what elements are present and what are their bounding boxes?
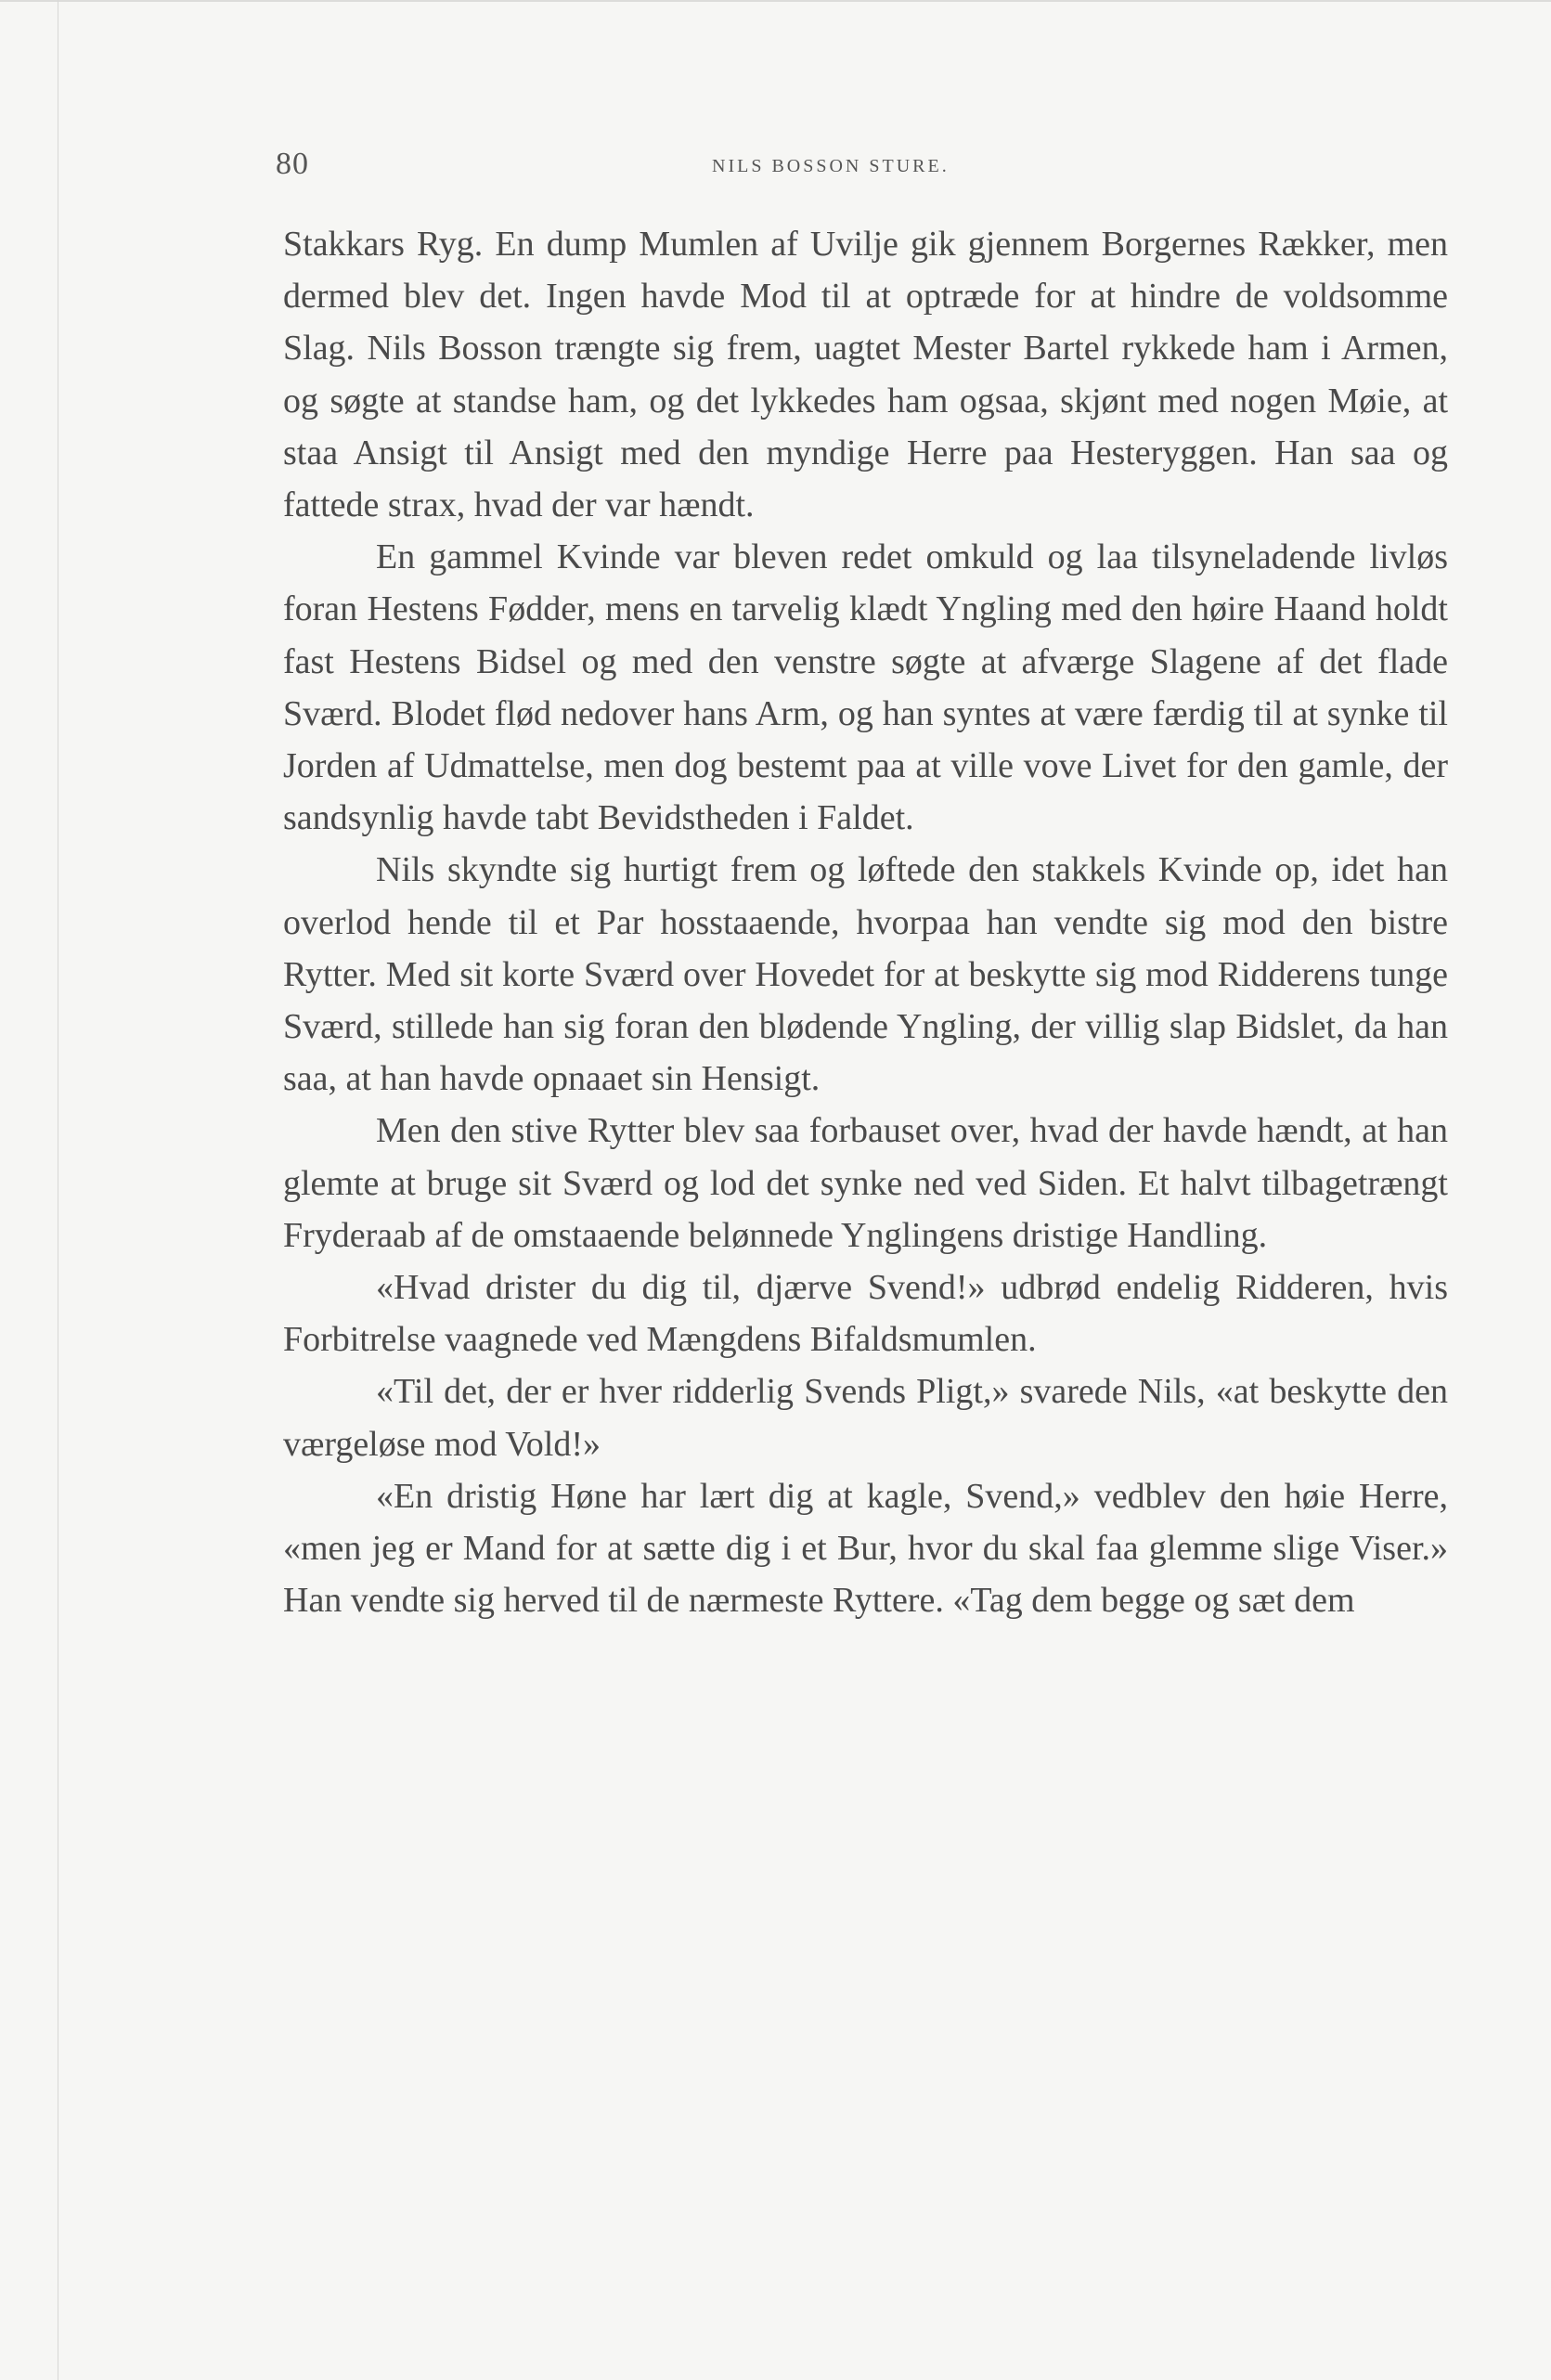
page-number: 80 <box>276 147 309 181</box>
page-header <box>276 147 1445 184</box>
page-top-edge <box>0 0 1551 2</box>
paragraph-1: Stakkars Ryg. En dump Mumlen af Uvilje gik gjennem Borgernes Rækker, men dermed blev det. Ingen havde Mod til at optræde for at hindre de voldsomme Slag. Nils Bosson trængte sig frem, uagtet Mester Bartel rykkede ham i Armen, og søgte at standse ham, og det lykkedes ham ogsaa, skjønt med nogen Møie, at staa Ansigt til Ansigt med den myndige Herre paa Hesteryggen. Han saa og fattede strax, hvad der var hændt. <box>283 225 1448 525</box>
paragraph-4: Men den stive Rytter blev saa forbauset over, hvad der havde hændt, at han glemte at bruge sit Sværd og lod det synke ned ved Siden. Et halvt tilbagetrængt Fryderaab af de omstaaende belønnede Ynglingens dristige Handling. <box>283 1111 1448 1255</box>
paragraph-6: «Til det, der er hver ridderlig Svends Pligt,» svarede Nils, «at beskytte den værgeløse mod Vold!» <box>283 1372 1448 1464</box>
paragraph-2: En gammel Kvinde var bleven redet omkuld og laa tilsyneladende livløs foran Hestens Fødder, mens en tarvelig klædt Yngling med den høire Haand holdt fast Hestens Bidsel og med den venstre søgte at afværge Slagene af det flade Sværd. Blodet flød nedover hans Arm, og han syntes at være færdig til at synke til Jorden af Udmattelse, men dog bestemt paa at ville vove Livet for den gamle, der sandsynlig havde tabt Bevidstheden i Faldet. <box>283 537 1448 838</box>
running-head: NILS BOSSON STURE. <box>712 156 950 176</box>
paragraph-3: Nils skyndte sig hurtigt frem og løftede den stakkels Kvinde op, idet han overlod hende til et Par hosstaaende, hvorpaa han vendte sig mod den bistre Rytter. Med sit korte Sværd over Hovedet for at beskytte sig mod Ridderens tunge Sværd, stillede han sig foran den blødende Yngling, der villig slap Bidslet, da han saa, at han havde opnaaet sin Hensigt. <box>283 850 1448 1099</box>
body-text <box>283 218 1448 1626</box>
paragraph-7: «En dristig Høne har lært dig at kagle, Svend,» vedblev den høie Herre, «men jeg er Mand for at sætte dig i et Bur, hvor du skal faa glemme slige Viser.» Han vendte sig herved til de nærmeste Ryttere. «Tag dem begge og sæt dem <box>283 1476 1448 1621</box>
paragraph-5: «Hvad drister du dig til, djærve Svend!» udbrød endelig Ridderen, hvis Forbitrelse vaagnede ved Mængdens Bifaldsmumlen. <box>283 1268 1448 1360</box>
